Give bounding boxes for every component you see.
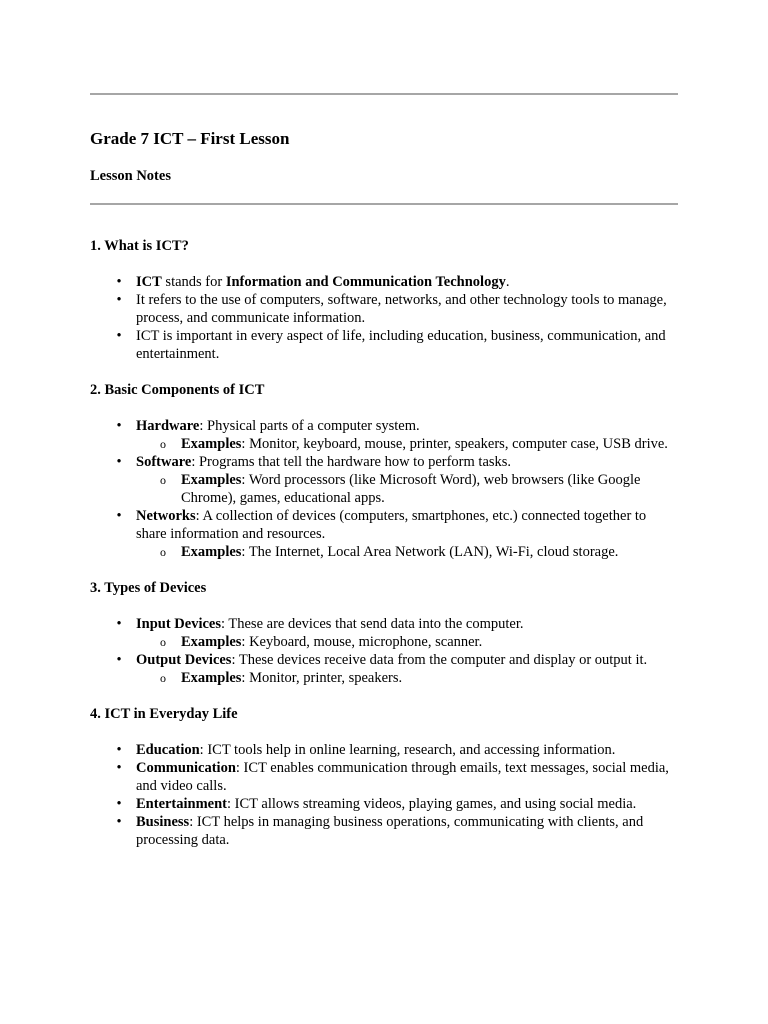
- top-horizontal-rule: [90, 93, 678, 95]
- sub-bullet-icon: o: [160, 635, 166, 649]
- bullet-icon: •: [116, 418, 122, 434]
- bullet-icon: •: [116, 328, 122, 344]
- document-title: Grade 7 ICT – First Lesson: [90, 129, 290, 148]
- what-is-ict-list: [90, 273, 678, 363]
- bullet-icon: •: [116, 814, 122, 830]
- list-item-input-devices: [116, 615, 678, 651]
- item-text: : These are devices that send data into the computer.: [221, 616, 524, 632]
- item-text: : Keyboard, mouse, microphone, scanner.: [241, 634, 483, 650]
- sub-list-item: [160, 633, 678, 651]
- term: Hardware: [136, 418, 200, 434]
- list-item-hardware: [116, 417, 678, 453]
- list-item-software: [116, 453, 678, 507]
- sub-bullet-icon: o: [160, 437, 166, 451]
- sub-list: [136, 471, 678, 507]
- sub-bullet-icon: o: [160, 545, 166, 559]
- section-heading-what-is-ict: 1. What is ICT?: [90, 238, 189, 254]
- bullet-icon: •: [116, 454, 122, 470]
- list-item: [116, 327, 678, 363]
- sub-bullet-icon: o: [160, 671, 166, 685]
- term-ict-full: Information and Communication Technology: [225, 274, 506, 290]
- term-ict: ICT: [136, 274, 162, 290]
- bullet-icon: •: [116, 508, 122, 524]
- list-item-communication: [116, 759, 678, 795]
- examples-label: Examples: [181, 634, 242, 650]
- examples-label: Examples: [181, 436, 242, 452]
- item-text: : Physical parts of a computer system.: [199, 418, 420, 434]
- section-heading-device-types: 3. Types of Devices: [90, 580, 207, 596]
- item-text: : The Internet, Local Area Network (LAN), Wi-Fi, cloud storage.: [241, 544, 619, 560]
- item-text: : Monitor, keyboard, mouse, printer, speakers, computer case, USB drive.: [241, 436, 668, 452]
- item-text: : These devices receive data from the computer and display or output it.: [231, 652, 648, 668]
- list-item-education: [116, 741, 678, 759]
- section-heading-components: 2. Basic Components of ICT: [90, 382, 265, 398]
- bullet-icon: •: [116, 760, 122, 776]
- sub-list: [136, 435, 678, 453]
- item-text: : Monitor, printer, speakers.: [241, 670, 403, 686]
- bullet-icon: •: [116, 616, 122, 632]
- item-text: : Word processors (like Microsoft Word), web browsers (like Google Chrome), games, educational apps.: [181, 472, 641, 506]
- item-text: : A collection of devices (computers, smartphones, etc.) connected together to share information and resources.: [136, 508, 647, 542]
- term: Input Devices: [136, 616, 221, 632]
- sub-list-item: [160, 543, 678, 561]
- sub-bullet-icon: o: [160, 473, 166, 487]
- sub-list: [136, 669, 678, 687]
- components-list: [90, 417, 678, 561]
- item-text: stands for: [161, 274, 226, 290]
- bullet-icon: •: [116, 742, 122, 758]
- bullet-icon: •: [116, 292, 122, 308]
- item-text: : ICT enables communication through emails, text messages, social media, and video calls.: [136, 760, 669, 794]
- item-text: : ICT helps in managing business operations, communicating with clients, and processing data.: [136, 814, 644, 848]
- term: Business: [136, 814, 190, 830]
- list-item-output-devices: [116, 651, 678, 687]
- sub-list-item: [160, 669, 678, 687]
- examples-label: Examples: [181, 544, 242, 560]
- section-heading-everyday-life: 4. ICT in Everyday Life: [90, 706, 238, 722]
- term: Networks: [136, 508, 196, 524]
- term: Entertainment: [136, 796, 228, 812]
- item-text: : ICT allows streaming videos, playing games, and using social media.: [227, 796, 637, 812]
- device-types-list: [90, 615, 678, 687]
- item-text: It refers to the use of computers, software, networks, and other technology tools to manage, process, and communicate information.: [136, 292, 667, 326]
- term: Software: [136, 454, 192, 470]
- document-subtitle: Lesson Notes: [90, 168, 171, 184]
- list-item-entertainment: [116, 795, 678, 813]
- bullet-icon: •: [116, 652, 122, 668]
- sub-list: [136, 633, 678, 651]
- bullet-icon: •: [116, 274, 122, 290]
- bullet-icon: •: [116, 796, 122, 812]
- everyday-life-list: [90, 741, 678, 849]
- term: Communication: [136, 760, 236, 776]
- term: Output Devices: [136, 652, 232, 668]
- list-item: [116, 273, 678, 291]
- examples-label: Examples: [181, 472, 242, 488]
- term: Education: [136, 742, 200, 758]
- sub-list-item: [160, 435, 678, 453]
- list-item-business: [116, 813, 678, 849]
- sub-list: [136, 543, 678, 561]
- header-horizontal-rule: [90, 203, 678, 205]
- document-body: [90, 237, 678, 867]
- examples-label: Examples: [181, 670, 242, 686]
- item-text: ICT is important in every aspect of life, including education, business, communication, and entertainment.: [136, 328, 666, 362]
- list-item-networks: [116, 507, 678, 561]
- list-item: [116, 291, 678, 327]
- sub-list-item: [160, 471, 678, 507]
- item-text: .: [505, 274, 510, 290]
- item-text: : Programs that tell the hardware how to perform tasks.: [191, 454, 512, 470]
- item-text: : ICT tools help in online learning, research, and accessing information.: [199, 742, 616, 758]
